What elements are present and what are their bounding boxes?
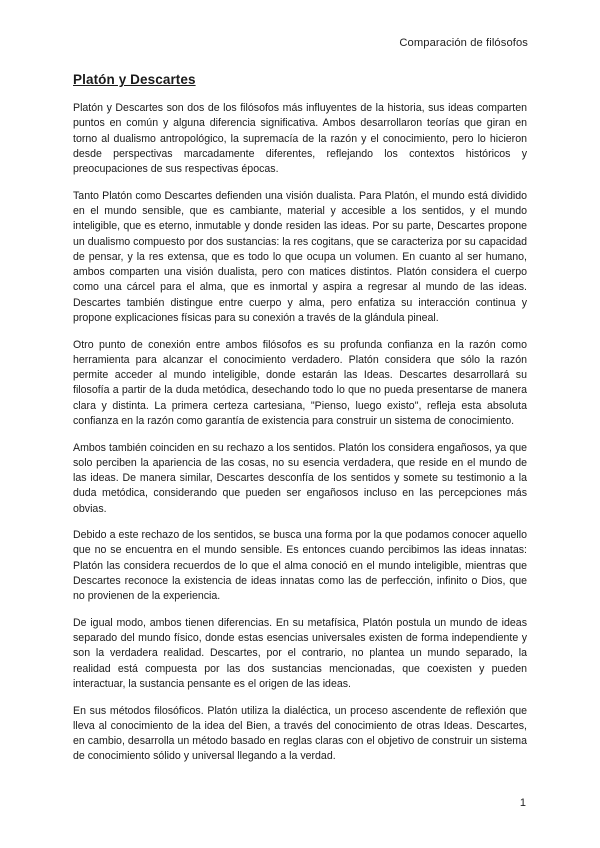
paragraph-differences: De igual modo, ambos tienen diferencias. En su metafísica, Platón postula un mundo de ideas separado del mundo físico, donde estas esencias universales existen de forma independiente y son la verdadera realidad. Descartes, por el contrario, no plantea un mundo separado, la realidad está compuesta por las dos sustancias mencionadas, que coexisten y pueden interactuar, la sustancia pensante es el origen de las ideas.	[73, 616, 527, 691]
paragraph-intro: Platón y Descartes son dos de los filósofos más influyentes de la historia, sus ideas comparten puntos en común y alguna diferencia significativa. Ambos desarrollaron teorías que giran en torno al dualismo antropológico, la supremacía de la razón y el conocimiento, pero lo hicieron desde perspectivas marcadamente diferentes, reflejando los contextos históricos y preocupaciones de sus respectivas épocas.	[73, 102, 527, 176]
paragraph-reason: Otro punto de conexión entre ambos filósofos es su profunda confianza en la razón como herramienta para alcanzar el conocimiento verdadero. Platón considera que sólo la razón permite acceder al mundo inteligible, donde estarán las Ideas. Descartes desarrollará su filosofía a partir de la duda metódica, desechando todo lo que no pueda presentarse de manera clara y distinta. La primera certeza cartesiana, "Pienso, luego existo", refleja esta absoluta confianza en la razón como garantía de existencia para construir un sistema de conocimiento.	[73, 338, 527, 428]
paragraph-dualism: Tanto Platón como Descartes defienden una visión dualista. Para Platón, el mundo está dividido en el mundo sensible, que es cambiante, material y accesible a los sentidos, y el mundo inteligible, que es eterno, inmutable y donde residen las ideas. Por su parte, Descartes propone un dualismo compuesto por dos sustancias: la res cogitans, que se caracteriza por su capacidad de pensar, y la res extensa, que es todo lo que ocupa un volumen. En cuanto al ser humano, ambos comparten una visión dualista, pero con matices distintos. Platón considera el cuerpo como una cárcel para el alma, que es inmortal y aspira a regresar al mundo de las ideas. Descartes también distingue entre cuerpo y alma, pero enfatiza su interacción continua y propone explicaciones físicas para su conexión a través de la glándula pineal.	[73, 189, 527, 325]
paragraph-senses: Ambos también coinciden en su rechazo a los sentidos. Platón los considera engañosos, ya que solo perciben la apariencia de las cosas, no su esencia verdadera, que reside en el mundo de las ideas. De manera similar, Descartes desconfía de los sentidos y somete su testimonio a la duda metódica, considerando que pueden ser engañosos incluso en las percepciones más obvias.	[73, 441, 527, 515]
page-number: 1	[519, 797, 526, 809]
running-header: Comparación de filósofos	[399, 37, 528, 49]
paragraph-innate-ideas: Debido a este rechazo de los sentidos, se busca una forma por la que podamos conocer aquello que no se encuentra en el mundo sensible. Es entonces cuando percibimos las ideas innatas: Platón las considera recuerdos de lo que el alma conoció en el mundo inteligible, mientras que Descartes reconoce la existencia de ideas innatas como las de perfección, infinito o Dios, que no provienen de la experiencia.	[73, 529, 527, 603]
document-body	[73, 72, 527, 776]
document-title: Platón y Descartes	[73, 72, 196, 87]
paragraph-methods: En sus métodos filosóficos. Platón utiliza la dialéctica, un proceso ascendente de reflexión que lleva al conocimiento de la idea del Bien, a través del conocimiento de otras Ideas. Descartes, en cambio, desarrolla un método basado en reglas claras con el objetivo de construir un sistema de conocimiento sólido y universal llegando a la verdad.	[73, 704, 527, 763]
